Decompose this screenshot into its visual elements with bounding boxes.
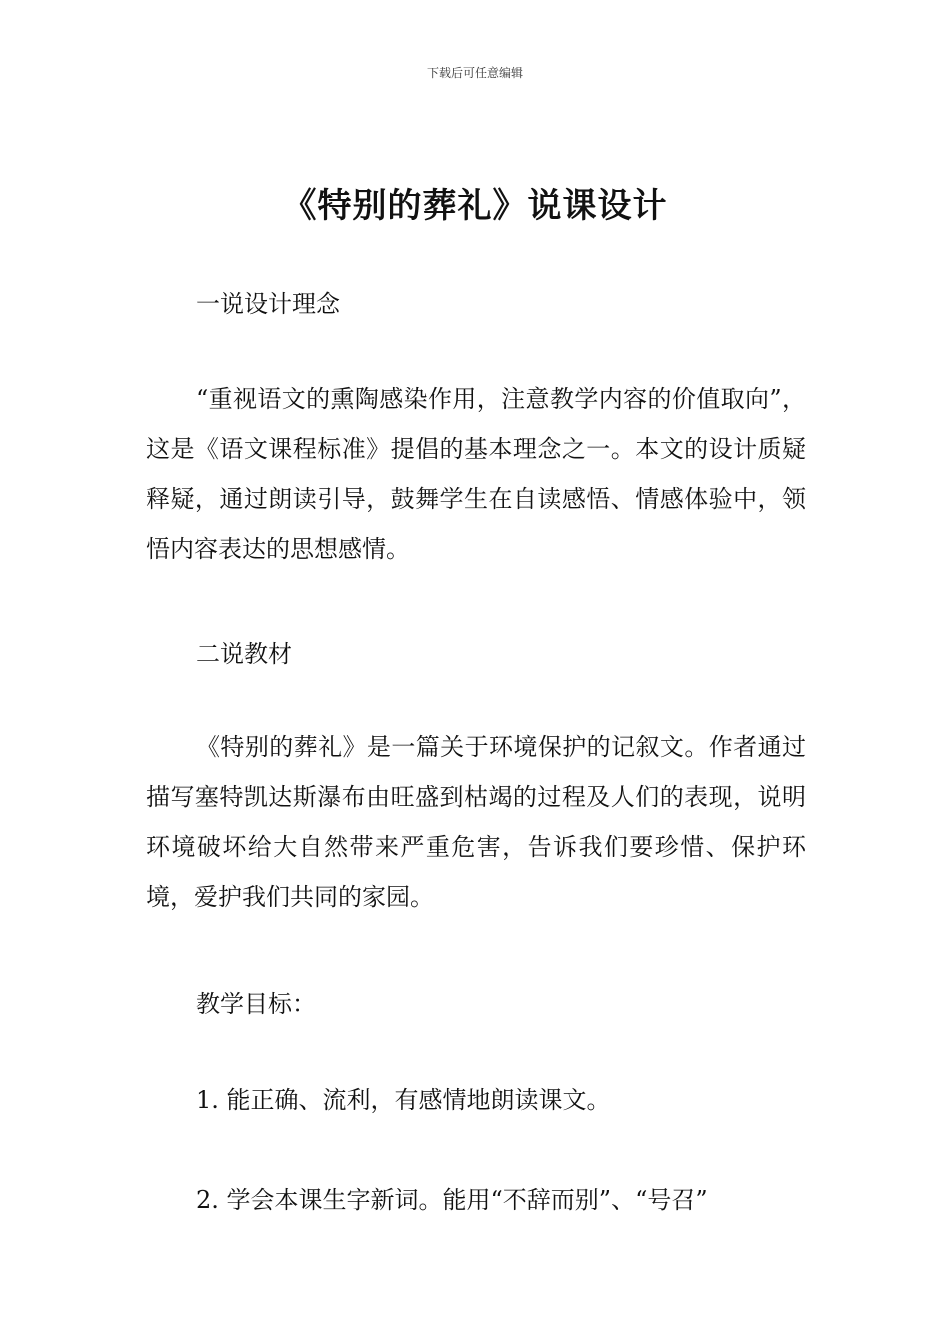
paragraph-material: 《特别的葬礼》是一篇关于环境保护的记叙文。作者通过描写塞特凯达斯瀑布由旺盛到枯竭的过程及人们的表现，说明环境破坏给大自然带来严重危害，告诉我们要珍惜、保护环境，爱护我们共同的家园。 xyxy=(146,733,806,911)
list-item-goal-1: 1. 能正确、流利，有感情地朗读课文。 xyxy=(196,1086,611,1114)
paragraph-concept: “重视语文的熏陶感染作用，注意教学内容的价值取向”，这是《语文课程标准》提倡的基本理念之一。本文的设计质疑释疑，通过朗读引导，鼓舞学生在自读感悟、情感体验中，领悟内容表达的思想感情。 xyxy=(146,385,806,563)
section-heading-concept: 一说设计理念 xyxy=(196,290,340,318)
list-item-goal-2: 2. 学会本课生字新词。能用“不辞而别”、“号召” xyxy=(196,1186,708,1214)
page-title: 《特别的葬礼》说课设计 xyxy=(282,186,668,226)
section-heading-goals: 教学目标： xyxy=(196,990,316,1018)
header-note: 下载后可任意编辑 xyxy=(426,66,523,80)
section-heading-material: 二说教材 xyxy=(196,640,292,668)
